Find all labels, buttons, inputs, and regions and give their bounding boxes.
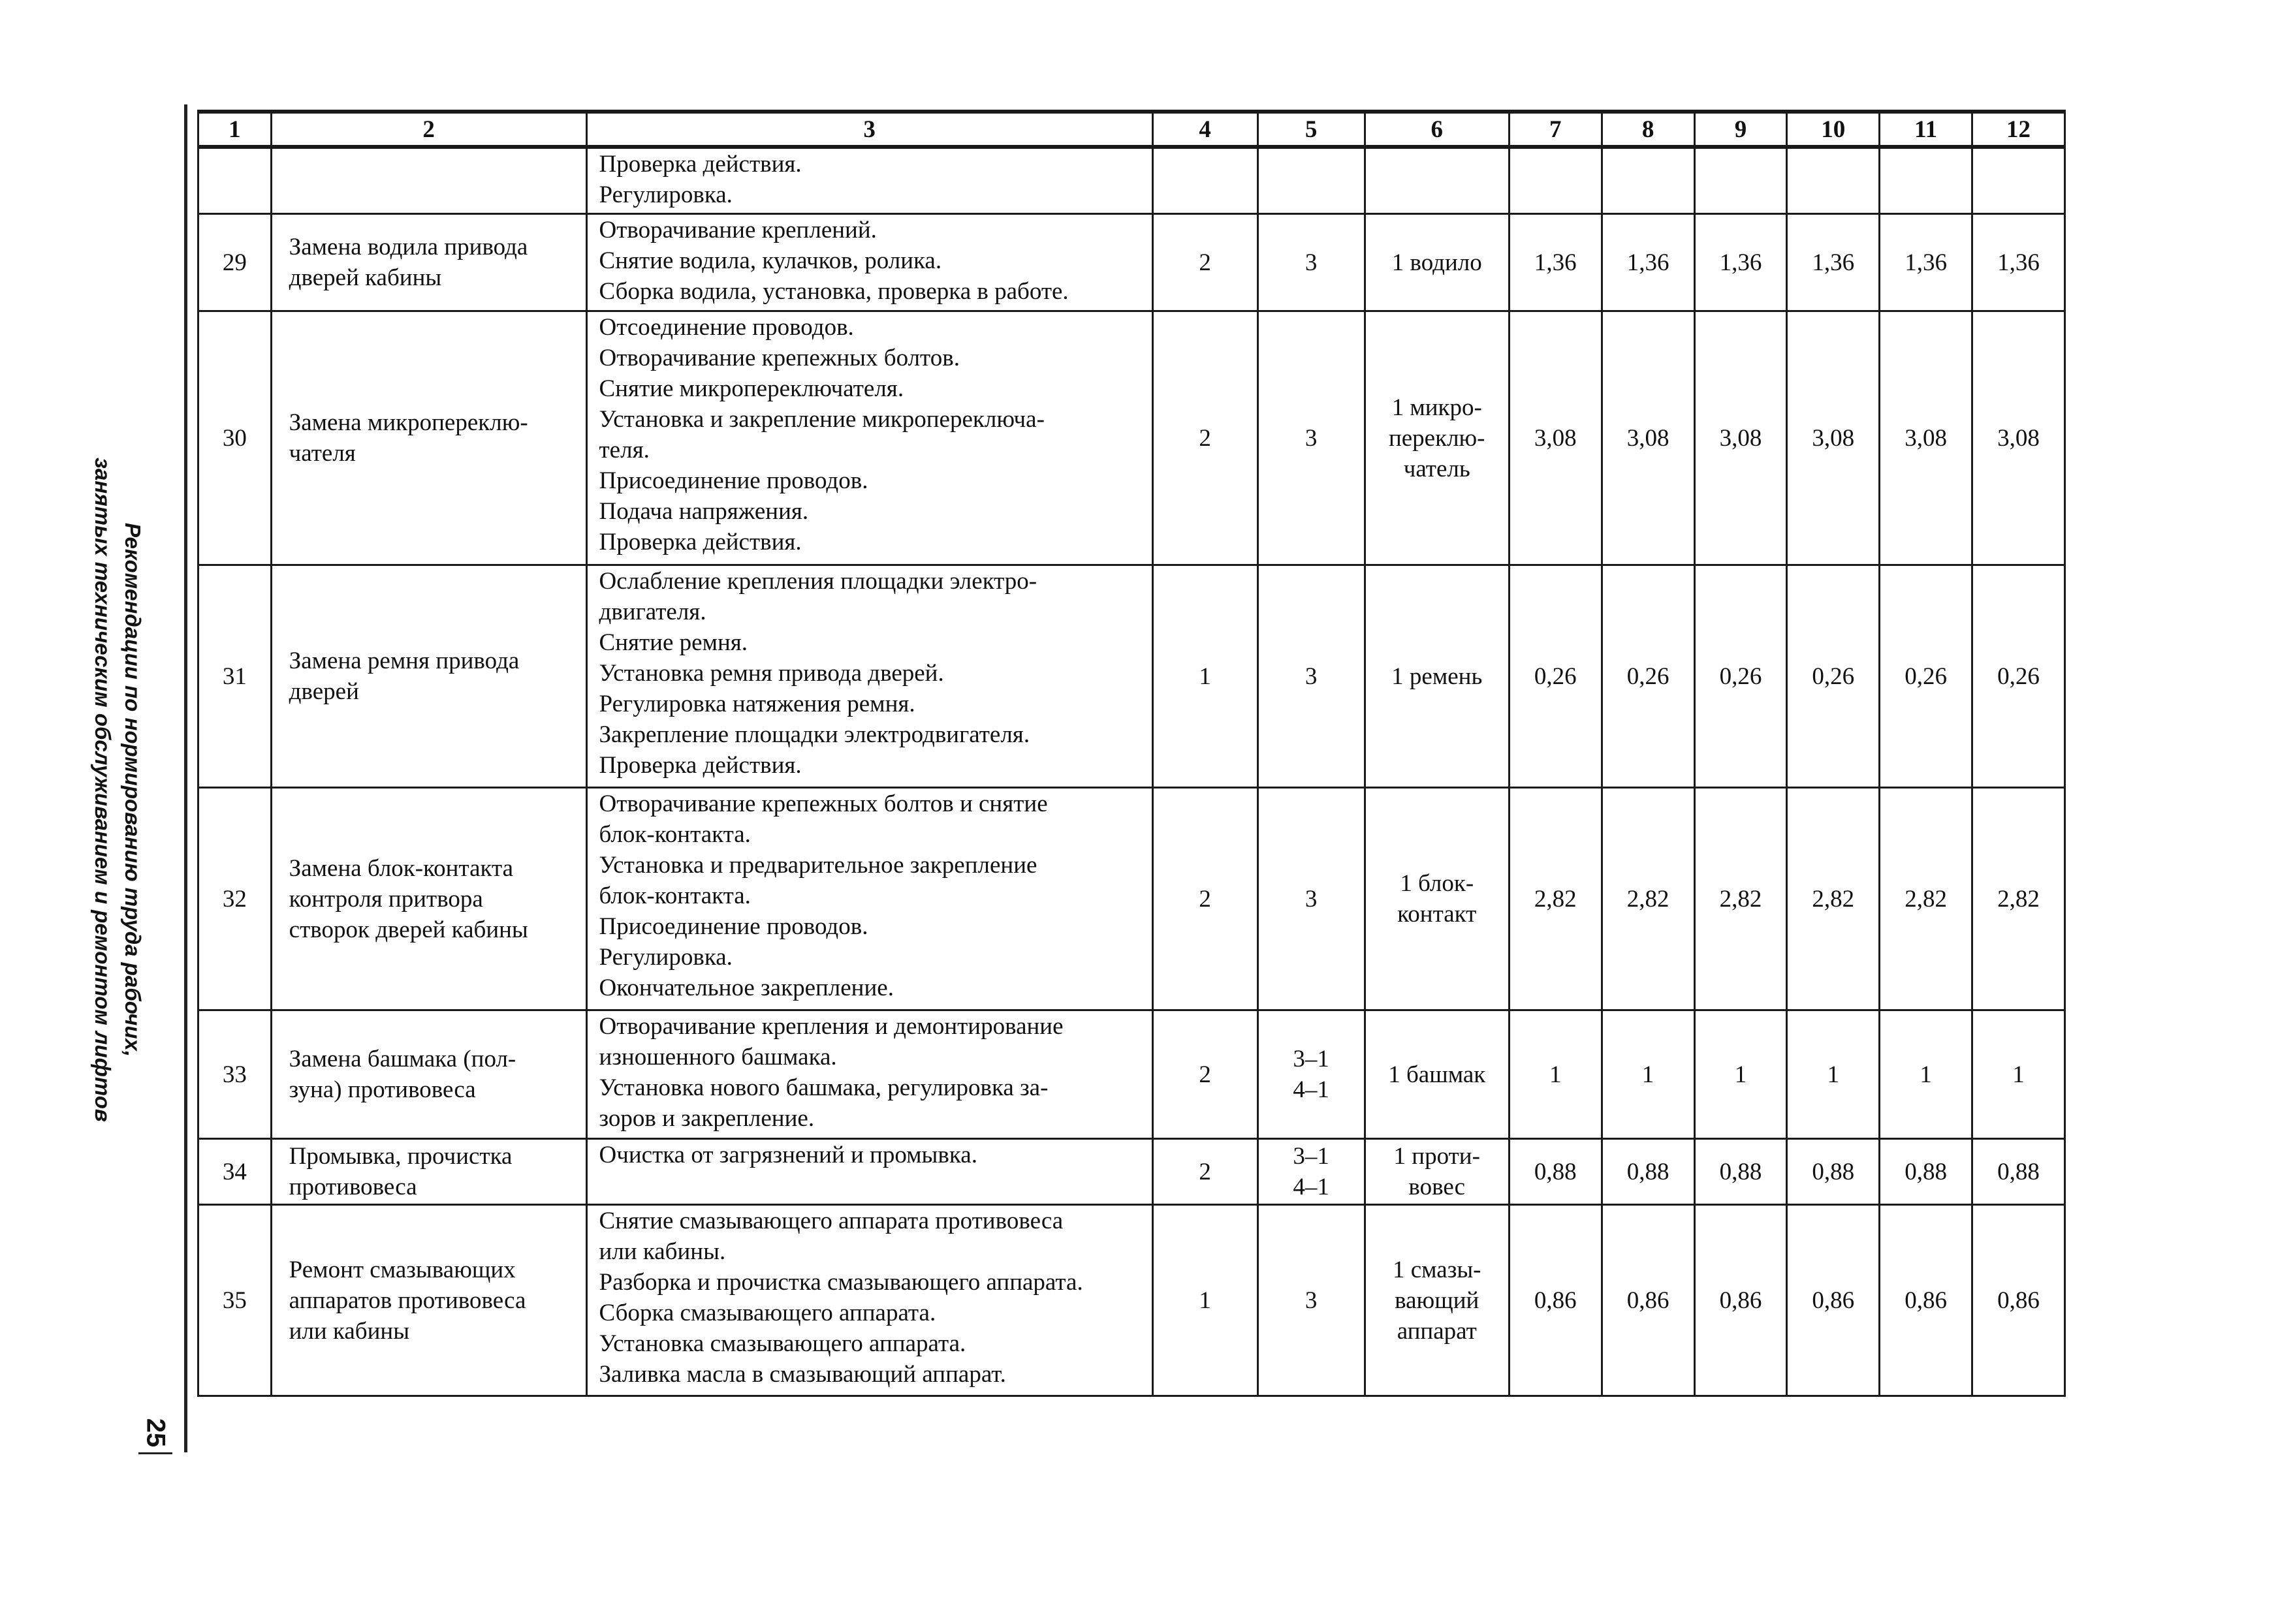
operations-cell xyxy=(586,565,1152,788)
col-header: 9 xyxy=(1694,112,1787,147)
norm-value: 1 xyxy=(1787,1010,1880,1139)
norm-value: 1,36 xyxy=(1602,214,1694,311)
operation-line: Разборка и прочистка смазывающего аппарата. xyxy=(599,1269,1083,1296)
unit-cell xyxy=(1365,1139,1509,1205)
col-header: 8 xyxy=(1602,112,1694,147)
norm-value: 0,86 xyxy=(1602,1205,1694,1396)
operation-line: Установка и закрепление микропереключа- xyxy=(599,406,1045,433)
unit-line: вающий xyxy=(1395,1287,1479,1314)
work-name xyxy=(271,214,586,311)
norm-value: 0,88 xyxy=(1509,1139,1602,1205)
operation-line: теля. xyxy=(599,437,650,463)
operation-line: блок-контакта. xyxy=(599,821,751,848)
col-header: 6 xyxy=(1365,112,1509,147)
operation-line: Снятие смазывающего аппарата противовеса xyxy=(599,1208,1064,1234)
page-number-rule xyxy=(138,1452,172,1454)
col-header: 1 xyxy=(198,112,272,147)
unit-cell xyxy=(1365,311,1509,565)
norm-value: 1 xyxy=(1694,1010,1787,1139)
unit-line: 1 водило xyxy=(1391,249,1482,276)
col-header: 11 xyxy=(1880,112,1972,147)
norm-value: 3,08 xyxy=(1787,311,1880,565)
unit-cell xyxy=(1365,1205,1509,1396)
table-row xyxy=(198,1205,2065,1396)
empty-cell xyxy=(1972,147,2065,214)
operations-cell xyxy=(586,214,1152,311)
norm-value: 0,26 xyxy=(1602,565,1694,788)
norm-value: 0,88 xyxy=(1880,1139,1972,1205)
norm-value: 2,82 xyxy=(1787,788,1880,1010)
col-header: 10 xyxy=(1787,112,1880,147)
norm-value: 0,86 xyxy=(1694,1205,1787,1396)
table-row-continuation xyxy=(198,147,2065,214)
work-name-line: Ремонт смазывающих xyxy=(289,1256,516,1283)
left-margin-rule xyxy=(184,104,187,1452)
col4-value: 2 xyxy=(1152,1139,1257,1205)
col5-line: 3–1 xyxy=(1293,1046,1329,1072)
operation-line: Сборка водила, установка, проверка в работе. xyxy=(599,278,1069,305)
unit-line: 1 микро- xyxy=(1391,394,1482,421)
col5-value xyxy=(1257,1139,1365,1205)
work-name-line: Промывка, прочистка xyxy=(289,1143,513,1170)
operation-line: Присоединение проводов. xyxy=(599,913,868,940)
norm-value: 2,82 xyxy=(1880,788,1972,1010)
operation-line: Регулировка натяжения ремня. xyxy=(599,691,915,717)
norms-table xyxy=(197,110,2066,1397)
col5-line: 3 xyxy=(1305,424,1318,452)
operation-line: Сборка смазывающего аппарата. xyxy=(599,1300,936,1326)
norm-value: 1,36 xyxy=(1509,214,1602,311)
norm-value: 3,08 xyxy=(1694,311,1787,565)
col4-value: 1 xyxy=(1152,1205,1257,1396)
operations-cell xyxy=(586,147,1152,214)
col-header: 5 xyxy=(1257,112,1365,147)
col5-value xyxy=(1257,311,1365,565)
unit-line: аппарат xyxy=(1397,1317,1477,1345)
page-number: 25 xyxy=(141,1418,170,1448)
work-name-line: чателя xyxy=(289,440,356,467)
operation-line: Регулировка. xyxy=(599,181,733,208)
empty-cell xyxy=(1257,147,1365,214)
operation-line: Установка смазывающего аппарата. xyxy=(599,1330,966,1357)
col5-value xyxy=(1257,788,1365,1010)
work-name xyxy=(271,788,586,1010)
operation-line: Присоединение проводов. xyxy=(599,467,868,494)
row-number: 34 xyxy=(198,1139,272,1205)
unit-line: 1 проти- xyxy=(1393,1143,1480,1170)
norm-value: 0,86 xyxy=(1880,1205,1972,1396)
operation-line: двигателя. xyxy=(599,599,706,625)
row-number: 32 xyxy=(198,788,272,1010)
norm-value: 0,26 xyxy=(1972,565,2065,788)
unit-line: контакт xyxy=(1397,901,1477,928)
operation-line: Окончательное закрепление. xyxy=(599,975,894,1001)
col5-line: 3 xyxy=(1305,1287,1318,1314)
operation-line: Установка ремня привода дверей. xyxy=(599,660,944,687)
empty-cell xyxy=(1602,147,1694,214)
norm-value: 1 xyxy=(1509,1010,1602,1139)
operation-line: изношенного башмака. xyxy=(599,1044,837,1070)
col4-value: 2 xyxy=(1152,214,1257,311)
col5-value xyxy=(1257,214,1365,311)
work-name-cell xyxy=(271,147,586,214)
operation-line: Проверка действия. xyxy=(599,752,802,779)
norm-value: 0,26 xyxy=(1694,565,1787,788)
norm-value: 2,82 xyxy=(1694,788,1787,1010)
table-row xyxy=(198,1010,2065,1139)
operation-line: Отворачивание крепежных болтов. xyxy=(599,345,960,371)
operations-cell xyxy=(586,311,1152,565)
norm-value: 1,36 xyxy=(1787,214,1880,311)
empty-cell xyxy=(1365,147,1509,214)
col-header: 7 xyxy=(1509,112,1602,147)
operation-line: Отсоединение проводов. xyxy=(599,314,854,341)
unit-line: 1 башмак xyxy=(1388,1061,1486,1088)
operation-line: Проверка действия. xyxy=(599,151,802,178)
row-number: 29 xyxy=(198,214,272,311)
norm-value: 0,88 xyxy=(1694,1139,1787,1205)
operations-cell xyxy=(586,788,1152,1010)
col5-line: 3–1 xyxy=(1293,1143,1329,1170)
norm-value: 0,86 xyxy=(1787,1205,1880,1396)
work-name-line: или кабины xyxy=(289,1317,410,1345)
row-number: 30 xyxy=(198,311,272,565)
work-name xyxy=(271,565,586,788)
unit-line: чатель xyxy=(1403,455,1470,482)
empty-cell xyxy=(1694,147,1787,214)
operation-line: Отворачивание крепежных болтов и снятие xyxy=(599,790,1048,817)
norm-value: 0,26 xyxy=(1787,565,1880,788)
norm-value: 0,88 xyxy=(1972,1139,2065,1205)
operations-cell xyxy=(586,1139,1152,1205)
row-number-cell xyxy=(198,147,272,214)
norm-value: 3,08 xyxy=(1880,311,1972,565)
empty-cell xyxy=(1509,147,1602,214)
work-name-line: Замена башмака (пол- xyxy=(289,1046,516,1072)
unit-line: вовес xyxy=(1408,1174,1466,1200)
col-header: 2 xyxy=(271,112,586,147)
col5-line: 3 xyxy=(1305,885,1318,913)
norm-value: 1,36 xyxy=(1880,214,1972,311)
operation-line: Снятие ремня. xyxy=(599,629,748,656)
col-header: 3 xyxy=(586,112,1152,147)
unit-cell xyxy=(1365,565,1509,788)
norm-value: 1,36 xyxy=(1972,214,2065,311)
operation-line: блок-контакта. xyxy=(599,882,751,909)
norm-value: 0,88 xyxy=(1602,1139,1694,1205)
header-row xyxy=(198,112,2065,147)
col5-line: 4–1 xyxy=(1293,1076,1329,1103)
work-name-line: противовеса xyxy=(289,1174,417,1200)
work-name-line: Замена микропереклю- xyxy=(289,409,528,436)
norm-value: 3,08 xyxy=(1602,311,1694,565)
table-row xyxy=(198,565,2065,788)
operation-line: Установка нового башмака, регулировка за- xyxy=(599,1074,1049,1101)
row-number: 33 xyxy=(198,1010,272,1139)
operation-line: Закрепление площадки электродвигателя. xyxy=(599,721,1030,748)
operation-line: Отворачивание креплений. xyxy=(599,217,877,243)
col-header: 4 xyxy=(1152,112,1257,147)
col-header: 12 xyxy=(1972,112,2065,147)
operation-line: зоров и закрепление. xyxy=(599,1105,815,1132)
operation-line: Заливка масла в смазывающий аппарат. xyxy=(599,1361,1006,1388)
operation-line: Снятие микропереключателя. xyxy=(599,375,904,402)
empty-cell xyxy=(1787,147,1880,214)
unit-cell xyxy=(1365,1010,1509,1139)
col4-value: 2 xyxy=(1152,788,1257,1010)
table-row xyxy=(198,311,2065,565)
operation-line: Снятие водила, кулачков, ролика. xyxy=(599,247,942,274)
running-title-line-1: Рекомендации по нормированию труда рабочих, xyxy=(121,522,145,1057)
col5-line: 3 xyxy=(1305,249,1318,276)
norm-value: 0,86 xyxy=(1972,1205,2065,1396)
table-row xyxy=(198,214,2065,311)
unit-line: переклю- xyxy=(1388,424,1485,452)
work-name-line: створок дверей кабины xyxy=(289,916,528,943)
col5-line: 3 xyxy=(1305,663,1318,690)
unit-cell xyxy=(1365,788,1509,1010)
norm-value: 2,82 xyxy=(1509,788,1602,1010)
norm-value: 0,86 xyxy=(1509,1205,1602,1396)
norm-value: 0,26 xyxy=(1509,565,1602,788)
operation-line: Ослабление крепления площадки электро- xyxy=(599,568,1037,595)
work-name-line: зуна) противовеса xyxy=(289,1076,476,1103)
unit-cell xyxy=(1365,214,1509,311)
norm-value: 3,08 xyxy=(1972,311,2065,565)
norm-value: 0,88 xyxy=(1787,1139,1880,1205)
norm-value: 1 xyxy=(1972,1010,2065,1139)
table-row xyxy=(198,788,2065,1010)
empty-cell xyxy=(1880,147,1972,214)
work-name xyxy=(271,1139,586,1205)
operations-cell xyxy=(586,1205,1152,1396)
operation-line: или кабины. xyxy=(599,1238,726,1265)
work-name xyxy=(271,1010,586,1139)
operation-line: Отворачивание крепления и демонтирование xyxy=(599,1013,1064,1040)
work-name-line: Замена блок-контакта xyxy=(289,854,514,882)
operation-line: Очистка от загрязнений и промывка. xyxy=(599,1142,977,1168)
work-name xyxy=(271,311,586,565)
running-title xyxy=(87,458,148,1122)
norm-value: 1,36 xyxy=(1694,214,1787,311)
unit-line: 1 ремень xyxy=(1391,663,1483,690)
work-name-line: аппаратов противовеса xyxy=(289,1287,526,1314)
row-number: 35 xyxy=(198,1205,272,1396)
work-name-line: контроля притвора xyxy=(289,885,483,913)
col5-value xyxy=(1257,1010,1365,1139)
norm-value: 2,82 xyxy=(1602,788,1694,1010)
operation-line: Подача напряжения. xyxy=(599,498,809,525)
work-name-line: Замена водила привода xyxy=(289,234,528,260)
col5-value xyxy=(1257,565,1365,788)
norm-value: 3,08 xyxy=(1509,311,1602,565)
norm-value: 0,26 xyxy=(1880,565,1972,788)
norm-value: 1 xyxy=(1880,1010,1972,1139)
col5-line: 4–1 xyxy=(1293,1174,1329,1200)
norm-value: 1 xyxy=(1602,1010,1694,1139)
unit-line: 1 смазы- xyxy=(1392,1256,1481,1283)
work-name xyxy=(271,1205,586,1396)
col4-value: 2 xyxy=(1152,1010,1257,1139)
unit-line: 1 блок- xyxy=(1400,870,1474,897)
norm-value: 2,82 xyxy=(1972,788,2065,1010)
running-title-line-2: занятых техническим обслуживанием и ремонтом лифтов xyxy=(91,458,115,1122)
work-name-line: дверей кабины xyxy=(289,264,442,291)
empty-cell xyxy=(1152,147,1257,214)
work-name-line: Замена ремня привода xyxy=(289,648,520,674)
col5-value xyxy=(1257,1205,1365,1396)
operation-line: Регулировка. xyxy=(599,944,733,971)
operations-cell xyxy=(586,1010,1152,1139)
work-name-line: дверей xyxy=(289,678,359,705)
operation-line: Установка и предварительное закрепление xyxy=(599,852,1037,879)
table-row xyxy=(198,1139,2065,1205)
row-number: 31 xyxy=(198,565,272,788)
operation-line: Проверка действия. xyxy=(599,529,802,555)
col4-value: 2 xyxy=(1152,311,1257,565)
col4-value: 1 xyxy=(1152,565,1257,788)
